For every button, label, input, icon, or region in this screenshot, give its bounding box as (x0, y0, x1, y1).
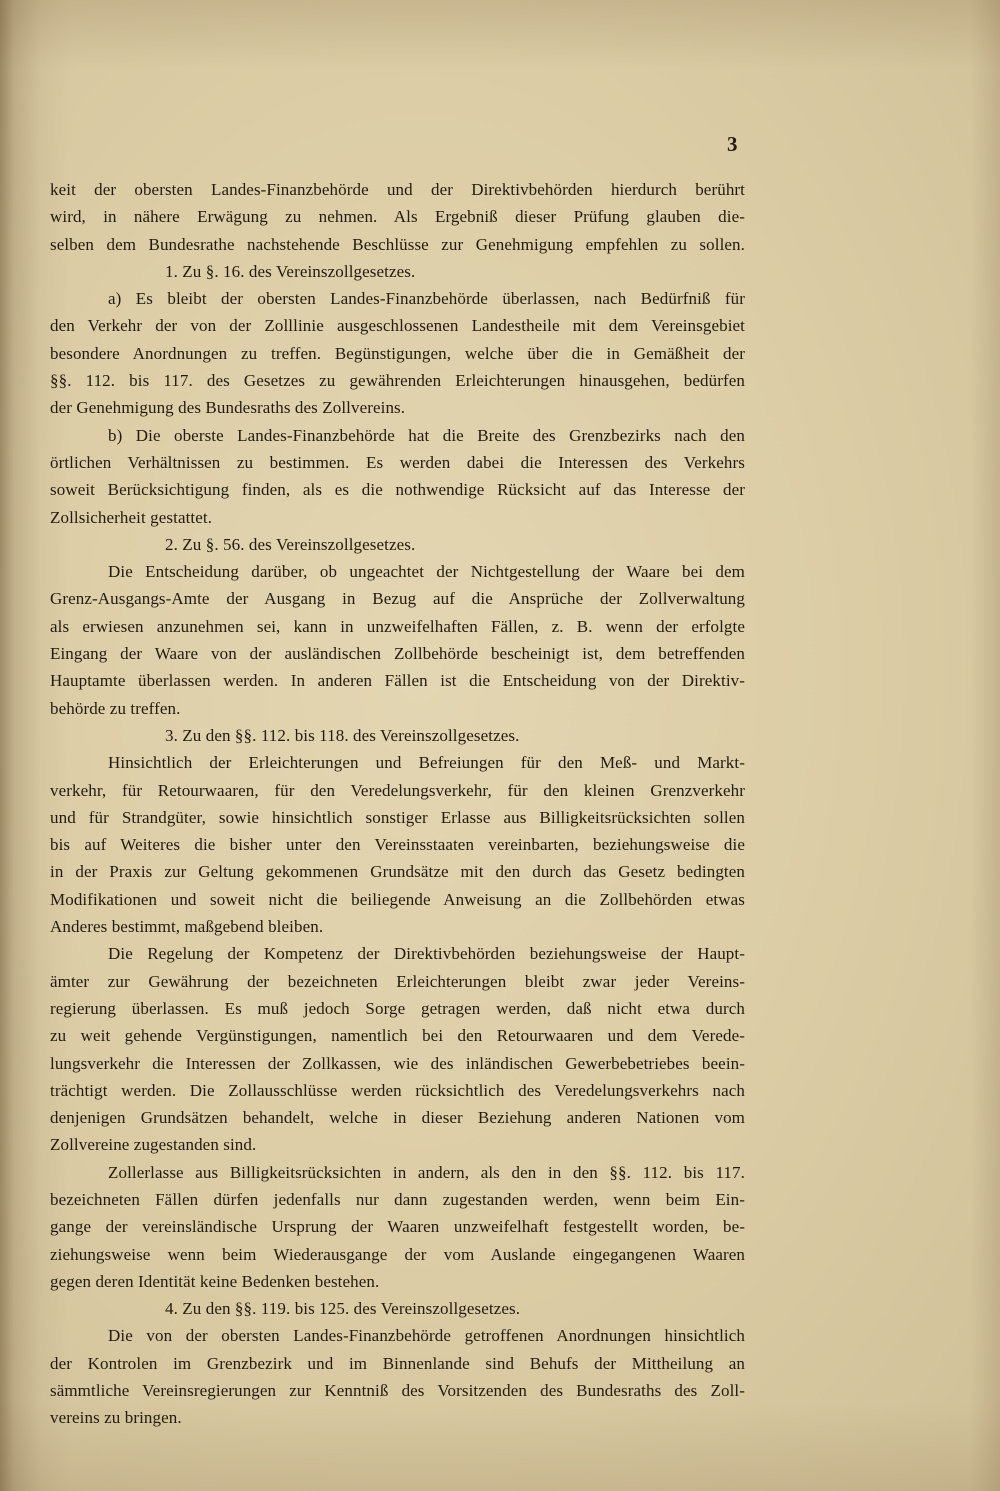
text-line: regierung überlassen. Es muß jedoch Sorge getragen werden, daß nicht etwa durch (50, 998, 745, 1018)
text-line: Eingang der Waare von der ausländischen Zollbehörde bescheinigt ist, dem betreffenden (50, 644, 745, 664)
text-line: bis auf Weiteres die bisher unter den Vereinsstaaten vereinbarten, beziehungsweise die (50, 835, 745, 855)
text-line: zu weit gehende Vergünstigungen, namentlich bei den Retourwaaren und dem Verede- (50, 1026, 745, 1046)
section-heading: 1. Zu §. 16. des Vereinszollgesetzes. (165, 261, 416, 281)
paragraph (50, 1322, 745, 1431)
text-line: b) Die oberste Landes-Finanzbehörde hat die Breite des Grenzbezirks nach den (108, 425, 745, 445)
text-line: sämmtliche Vereinsregierungen zur Kenntniß des Vorsitzenden des Bundesraths des Zoll- (50, 1381, 745, 1401)
section-heading: 2. Zu §. 56. des Vereinszollgesetzes. (165, 534, 416, 554)
text-line: Zollvereine zugestanden sind. (50, 1135, 257, 1155)
text-line: der Genehmigung des Bundesraths des Zollvereins. (50, 398, 406, 418)
text-line: und für Strandgüter, sowie hinsichtlich sonstiger Erlasse aus Billigkeitsrücksichten sollen (50, 807, 745, 827)
text-line: behörde zu treffen. (50, 698, 181, 718)
paragraph (50, 940, 745, 1158)
text-line: besondere Anordnungen zu treffen. Begünstigungen, welche über die in Gemäßheit der (50, 343, 745, 363)
page-number: 3 (727, 132, 738, 156)
text-line: trächtigt werden. Die Zollausschlüsse werden rücksichtlich des Veredelungsverkehrs nach (50, 1080, 745, 1100)
section-2 (50, 531, 745, 722)
paragraph (50, 558, 745, 722)
text-line: §§. 112. bis 117. des Gesetzes zu gewährenden Erleichterungen hinausgehen, bedürfen (50, 371, 745, 391)
text-line: ziehungsweise wenn beim Wiederausgange der vom Auslande eingegangenen Waaren (50, 1244, 745, 1264)
text-line: gange der vereinsländische Ursprung der Waaren unzweifelhaft festgestellt worden, be- (50, 1217, 745, 1237)
text-line: der Kontrolen im Grenzbezirk und im Binnenlande sind Behufs der Mittheilung an (50, 1353, 745, 1373)
text-line: lungsverkehr die Interessen der Zollkassen, wie des inländischen Gewerbebetriebes beein- (50, 1053, 745, 1073)
text-line: soweit Berücksichtigung finden, als es die nothwendige Rücksicht auf das Interesse der (50, 480, 745, 500)
text-line: Anderes bestimmt, maßgebend bleiben. (50, 917, 324, 937)
text-line: Grenz-Ausgangs-Amte der Ausgang in Bezug auf die Ansprüche der Zollverwaltung (50, 589, 745, 609)
text-line: Die Regelung der Kompetenz der Direktivbehörden beziehungsweise der Haupt- (108, 944, 745, 964)
text-line: bezeichneten Fällen dürfen jedenfalls nur dann zugestanden werden, wenn beim Ein- (50, 1189, 745, 1209)
text-line: als erwiesen anzunehmen sei, kann in unzweifelhaften Fällen, z. B. wenn der erfolgte (50, 616, 745, 636)
text-block (50, 176, 745, 1432)
text-line: gegen deren Identität keine Bedenken bestehen. (50, 1271, 380, 1291)
intro-paragraph (50, 176, 745, 258)
paragraph (50, 1159, 745, 1295)
text-line: Die Entscheidung darüber, ob ungeachtet der Nichtgestellung der Waare bei dem (108, 562, 745, 582)
text-line: Zollsicherheit gestattet. (50, 507, 213, 527)
text-line: Modifikationen und soweit nicht die beiliegende Anweisung an die Zollbehörden etwas (50, 889, 745, 909)
text-line: Hinsichtlich der Erleichterungen und Befreiungen für den Meß- und Markt- (108, 753, 745, 773)
text-line: Die von der obersten Landes-Finanzbehörde getroffenen Anordnungen hinsichtlich (108, 1326, 745, 1346)
text-line: denjenigen Grundsätzen behandelt, welche in dieser Beziehung anderen Nationen vom (50, 1108, 745, 1128)
text-line: vereins zu bringen. (50, 1408, 182, 1428)
paragraph (50, 285, 745, 421)
section-1 (50, 258, 745, 531)
section-heading: 4. Zu den §§. 119. bis 125. des Vereinszollgesetzes. (165, 1299, 521, 1319)
text-line: keit der obersten Landes-Finanzbehörde und der Direktivbehörden hierdurch berührt (50, 180, 745, 199)
section-heading: 3. Zu den §§. 112. bis 118. des Vereinszollgesetzes. (165, 725, 520, 745)
text-line: in der Praxis zur Geltung gekommenen Grundsätze mit den durch das Gesetz bedingten (50, 862, 745, 882)
text-line: örtlichen Verhältnissen zu bestimmen. Es werden dabei die Interessen des Verkehrs (50, 452, 745, 472)
text-line: verkehr, für Retourwaaren, für den Veredelungsverkehr, für den kleinen Grenzverkehr (50, 780, 745, 800)
text-line: den Verkehr der von der Zolllinie ausgeschlossenen Landestheile mit dem Vereinsgebiet (50, 316, 745, 336)
paragraph (50, 422, 745, 531)
text-line: selben dem Bundesrathe nachstehende Beschlüsse zur Genehmigung empfehlen zu sollen. (50, 234, 745, 254)
section-4 (50, 1295, 745, 1431)
section-3 (50, 722, 745, 1295)
text-line: wird, in nähere Erwägung zu nehmen. Als Ergebniß dieser Prüfung glauben die- (50, 207, 745, 227)
text-line: Hauptamte überlassen werden. In anderen Fällen ist die Entscheidung von der Direktiv- (50, 671, 745, 691)
text-line: Zollerlasse aus Billigkeitsrücksichten in andern, als den in den §§. 112. bis 117. (108, 1162, 745, 1182)
paragraph (50, 749, 745, 940)
text-line: ämter zur Gewährung der bezeichneten Erleichterungen bleibt zwar jeder Vereins- (50, 971, 745, 991)
text-line: a) Es bleibt der obersten Landes-Finanzbehörde überlassen, nach Bedürfniß für (108, 289, 745, 309)
